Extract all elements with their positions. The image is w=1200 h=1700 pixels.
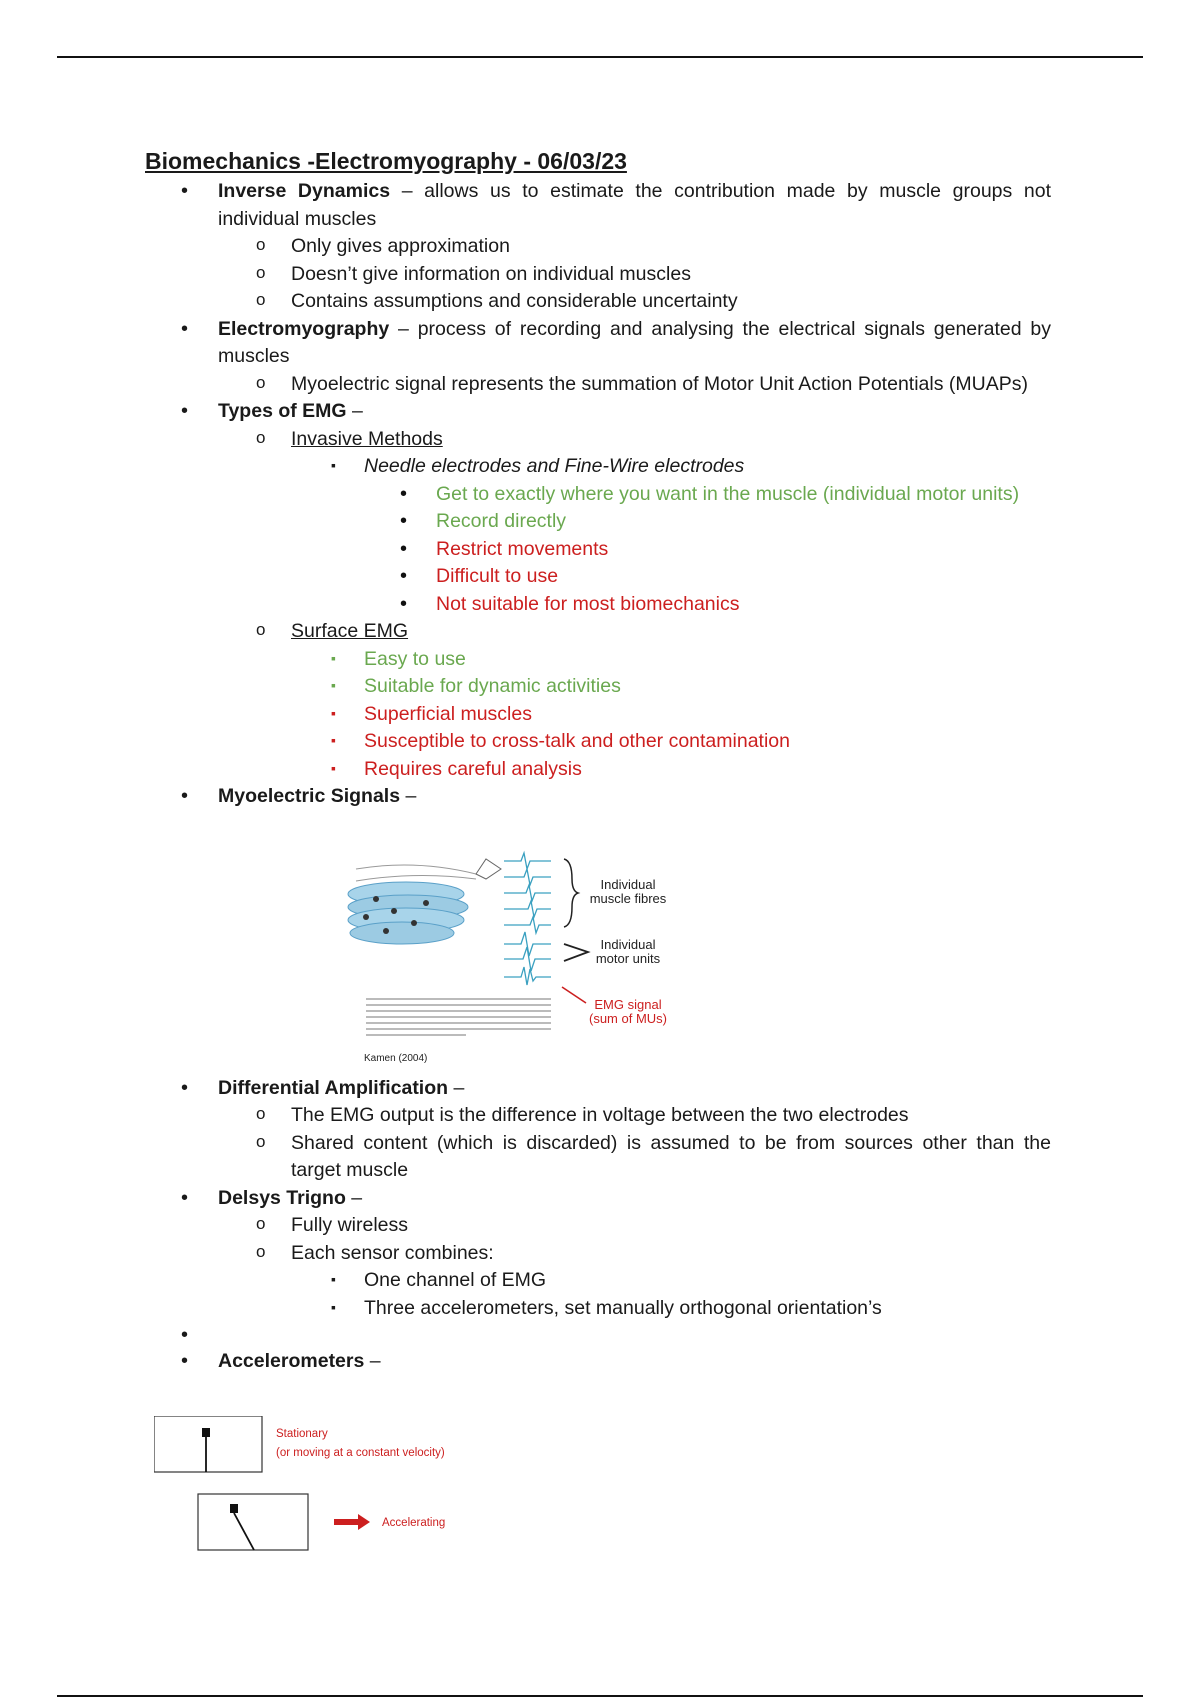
page-title: Biomechanics -Electromyography - 06/03/23 [145,148,627,174]
each-sensor-label: Each sensor combines: [291,1241,494,1264]
list-item-needle-electrodes [291,453,1051,618]
list-item-differential-amplification [145,1075,1051,1185]
list-item-pro: ▪ Suitable for dynamic activities [291,673,1051,701]
term-myoelectric-signals: Myoelectric Signals [218,785,401,807]
label-units-1: Individual [600,936,656,952]
label-accelerating: Accelerating [382,1516,446,1529]
term-delsys-trigno: Delsys Trigno [218,1186,346,1209]
dash: – [345,1186,363,1209]
list-item-surface-emg [218,618,1051,783]
list-item: o Shared content (which is discarded) is assumed to be from sources other than the target muscle [218,1130,1051,1185]
arrow-icon-shaft [334,1519,358,1525]
label-fibres-1: Individual [600,876,656,892]
list-item-pro: • Get to exactly where you want in the muscle (individual motor units) [400,481,1051,509]
list-item-accelerometers [145,1348,1051,1566]
main-list [145,178,1051,1566]
emg-figure [336,819,691,1069]
list-item-con: ▪ Requires careful analysis [291,756,1051,784]
stationary-mass [202,1428,210,1437]
surface-emg-label: Surface EMG [291,620,409,642]
document-body [145,146,1051,1566]
term-accelerometers: Accelerometers [218,1350,365,1372]
term-differential-amplification: Differential Amplification [218,1076,449,1099]
fibre-traces [504,853,551,985]
list-item-inverse-dynamics [145,178,1051,316]
accelerometer-diagram [154,1416,474,1566]
list-item: o Fully wireless [218,1212,1051,1240]
brace-fibres [564,859,578,927]
list-item-con: • Not suitable for most biomechanics [400,591,1051,619]
term-inverse-dynamics: Inverse Dynamics [218,180,391,202]
muscle-fibre-illustration [348,859,501,944]
list-item-each-sensor [218,1240,1051,1323]
dash: – [400,785,417,807]
list-item-myoelectric-signals [145,783,1051,1069]
stationary-box [154,1416,262,1472]
term-electromyography: Electromyography [218,317,390,340]
list-item-invasive-methods [218,426,1051,619]
header-rule [57,56,1143,58]
list-item-con: ▪ Superficial muscles [291,701,1051,729]
invasive-methods-label: Invasive Methods [291,427,443,450]
figure-citation: Kamen (2004) [364,1052,428,1064]
list-item-con: ▪ Susceptible to cross-talk and other contamination [291,728,1051,756]
label-stationary-2: (or moving at a constant velocity) [276,1446,445,1459]
list-item-con: • Restrict movements [400,536,1051,564]
list-item: o Only gives approximation [218,233,1051,261]
list-item-pro: ▪ Easy to use [291,646,1051,674]
accelerating-box [198,1494,308,1550]
label-stationary-1: Stationary [276,1427,328,1440]
list-item-types-of-emg [145,398,1051,783]
list-item: ▪ One channel of EMG [291,1267,1051,1295]
accelerometer-figure [154,1416,474,1566]
spacer [145,1322,1051,1348]
arrow-emg [562,987,586,1003]
caption-lines [366,999,551,1035]
arrow-icon-head [358,1514,370,1530]
list-item-con: • Difficult to use [400,563,1051,591]
electromyography-text: – process of recording and analysing the electrical signals generated by muscles [218,317,1051,367]
list-item: o Doesn’t give information on individual muscles [218,261,1051,289]
list-item: ▪ Three accelerometers, set manually orthogonal orientation’s [291,1295,1051,1323]
label-emg-2: (sum of MUs) [589,1010,667,1026]
needle-electrodes-label: Needle electrodes and Fine-Wire electrodes [364,455,745,477]
list-item: o The EMG output is the difference in voltage between the two electrodes [218,1102,1051,1130]
label-emg-1: EMG signal [594,996,662,1012]
label-fibres-2: muscle fibres [589,890,667,906]
dash: – [448,1076,465,1099]
list-item: o Contains assumptions and considerable uncertainty [218,288,1051,316]
list-item: o Myoelectric signal represents the summation of Motor Unit Action Potentials (MUAPs) [218,371,1051,399]
list-item-delsys-trigno [145,1185,1051,1323]
dash: – [346,400,363,422]
accelerating-mass [230,1504,238,1513]
label-units-2: motor units [595,950,661,966]
emg-diagram [336,819,691,1069]
arrow-units [564,944,588,961]
inverse-dynamics-text: – allows us to estimate the contribution made by muscle groups not individual muscles [218,180,1051,230]
dash: – [364,1350,381,1372]
term-types-of-emg: Types of EMG [218,400,347,422]
list-item-electromyography [145,316,1051,399]
list-item-pro: • Record directly [400,508,1051,536]
footer-rule [57,1695,1143,1697]
